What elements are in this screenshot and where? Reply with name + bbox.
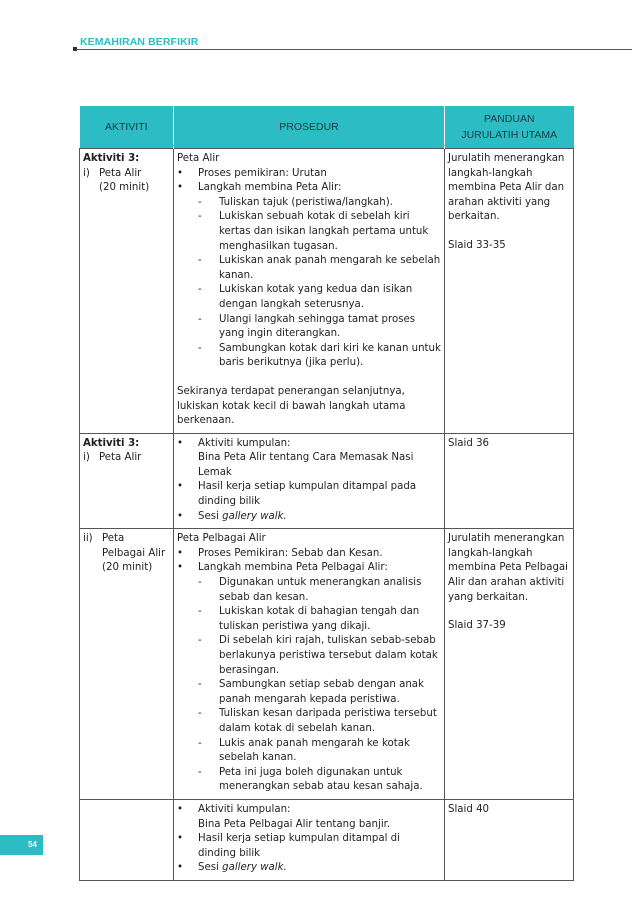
- table-row: [80, 529, 574, 800]
- guide-text: Jurulatih menerangkan langkah-langkah membina Peta Pelbagai Alir dan arahan aktiviti yang berkaitan.: [448, 533, 569, 603]
- table-header-row: [80, 106, 574, 149]
- procedure-bullet: Proses pemikiran: Urutan: [198, 167, 327, 179]
- activity-name: Peta Alir: [99, 452, 142, 464]
- activity-name: Peta Alir: [99, 167, 142, 179]
- guide-text: Jurulatih menerangkan langkah-langkah membina Peta Alir dan arahan aktiviti yang berkaitan.: [448, 153, 565, 223]
- procedure-note: Sekiranya terdapat penerangan selanjutnya, lukiskan kotak kecil di bawah langkah utama berkenaan.: [177, 385, 406, 427]
- running-header: KEMAHIRAN BERFIKIR: [80, 36, 199, 48]
- procedure-bullet: Sesi: [198, 862, 223, 874]
- procedure-bullet: Aktiviti kumpulan:: [198, 437, 291, 449]
- procedure-bullet: Langkah membina Peta Alir:: [198, 182, 342, 194]
- header-rule: [76, 49, 632, 50]
- procedure-substep: Peta ini juga boleh digunakan untuk menerangkan sebab atau kesan sahaja.: [219, 766, 423, 793]
- table-row: [80, 149, 574, 434]
- procedure-substep: Sambungkan kotak dari kiri ke kanan untuk baris berikutnya (jika perlu).: [219, 342, 441, 369]
- procedure-italic-term: gallery walk.: [222, 862, 287, 874]
- column-header-prosedur: PROSEDUR: [174, 106, 445, 149]
- procedure-italic-term: gallery walk.: [222, 510, 287, 522]
- activity-number: i): [83, 167, 90, 179]
- procedure-bullet: Hasil kerja setiap kumpulan ditampal di dinding bilik: [198, 833, 400, 859]
- procedure-bullet-continuation: Bina Peta Alir tentang Cara Memasak Nasi Lemak: [198, 452, 414, 478]
- activity-number: i): [83, 452, 90, 464]
- procedure-substep: Ulangi langkah sehingga tamat proses yang ingin diterangkan.: [219, 313, 416, 340]
- procedure-substep: Sambungkan setiap sebab dengan anak panah mengarah kepada peristiwa.: [219, 679, 424, 705]
- procedure-substep: Digunakan untuk menerangkan analisis sebab dan kesan.: [219, 577, 422, 603]
- panduan-cell: [445, 799, 574, 880]
- procedure-substep: Lukiskan kotak di bahagian tengah dan tuliskan peristiwa yang dikaji.: [219, 606, 420, 632]
- panduan-cell: [445, 529, 574, 800]
- procedure-substep: Lukis anak panah mengarah ke kotak sebelah kanan.: [219, 737, 410, 764]
- procedure-bullet-continuation: Bina Peta Pelbagai Alir tentang banjir.: [198, 818, 391, 830]
- procedure-substep: Di sebelah kiri rajah, tuliskan sebab-sebab berlakunya peristiwa tersebut dalam kotak berasingan.: [219, 635, 438, 676]
- aktiviti-cell: [80, 799, 174, 880]
- procedure-substep: Lukiskan kotak yang kedua dan isikan dengan langkah seterusnya.: [219, 284, 413, 310]
- activity-name: Pelbagai Alir: [102, 547, 166, 559]
- aktiviti-cell: [80, 433, 174, 529]
- panduan-cell: [445, 149, 574, 434]
- prosedur-cell: • Aktiviti kumpulan: Bina Peta Alir tentang Cara Memasak Nasi Lemak • Hasil kerja setiap kumpulan ditampal pada dinding bilik • Sesi gallery walk.: [174, 433, 445, 529]
- slide-reference: Slaid 36: [448, 437, 490, 449]
- slide-reference: Slaid 40: [448, 803, 490, 815]
- procedure-intro: Peta Pelbagai Alir: [177, 533, 266, 545]
- column-header-panduan: PANDUAN JURULATIH UTAMA: [445, 106, 574, 149]
- procedure-substep: Lukiskan sebuah kotak di sebelah kiri kertas dan isikan langkah pertama untuk menghasilkan tugasan.: [219, 211, 429, 252]
- procedure-bullet: Langkah membina Peta Pelbagai Alir:: [198, 562, 388, 574]
- prosedur-cell: • Aktiviti kumpulan: Bina Peta Pelbagai Alir tentang banjir. • Hasil kerja setiap kumpulan ditampal di dinding bilik • Sesi gallery walk.: [174, 799, 445, 880]
- table-row: [80, 433, 574, 529]
- panduan-cell: [445, 433, 574, 529]
- page-number: 54: [0, 835, 43, 855]
- activity-name: Peta: [102, 533, 125, 545]
- procedure-intro: Peta Alir: [177, 153, 220, 164]
- activity-duration: (20 minit): [99, 182, 150, 194]
- prosedur-cell: Peta Pelbagai Alir • Proses Pemikiran: Sebab dan Kesan. • Langkah membina Peta Pelbagai Alir: - Digunakan untuk menerangkan analisis sebab dan kesan. - Lukiskan kotak di bahagian tengah dan tuliskan peristiwa yang dikaji. - Di sebelah kiri rajah, tuliskan sebab-sebab berlakunya peristiwa tersebut dalam kotak berasingan. - Sambungkan setiap sebab dengan anak panah mengarah kepada peristiwa. - Tuliskan kesan daripada peristiwa tersebut dalam kotak di sebelah kanan. - Lukis anak panah mengarah ke kotak sebelah kanan. - Peta ini juga boleh digunakan untuk menerangkan sebab atau kesan sahaja.: [174, 529, 445, 800]
- aktiviti-cell: [80, 149, 174, 434]
- activity-title: Aktiviti 3:: [83, 153, 140, 164]
- procedure-bullet: Sesi: [198, 510, 223, 522]
- table-row: [80, 799, 574, 880]
- procedure-bullet: Aktiviti kumpulan:: [198, 803, 291, 815]
- activity-number: ii): [83, 533, 93, 545]
- slide-reference: Slaid 33-35: [448, 239, 506, 251]
- column-header-aktiviti: AKTIVITI: [80, 106, 174, 149]
- prosedur-cell: Peta Alir • Proses pemikiran: Urutan • Langkah membina Peta Alir: - Tuliskan tajuk (peristiwa/langkah). - Lukiskan sebuah kotak di sebelah kiri kertas dan isikan langkah pertama untuk menghasilkan tugasan. - Lukiskan anak panah mengarah ke sebelah kanan. - Lukiskan kotak yang kedua dan isikan dengan langkah seterusnya. - Ulangi langkah sehingga tamat proses yang ingin diterangkan. - Sambungkan kotak dari kiri ke kanan untuk baris berikutnya (jika perlu). Sekiranya terdapat penerangan selanjutnya, lukiskan kotak kecil di bawah langkah utama berkenaan.: [174, 149, 445, 434]
- slide-reference: Slaid 37-39: [448, 620, 506, 632]
- activity-title: Aktiviti 3:: [83, 437, 140, 449]
- procedure-bullet: Proses Pemikiran: Sebab dan Kesan.: [198, 547, 383, 559]
- procedure-substep: Lukiskan anak panah mengarah ke sebelah kanan.: [219, 255, 441, 281]
- activity-duration: (20 minit): [102, 562, 153, 574]
- procedure-substep: Tuliskan kesan daripada peristiwa tersebut dalam kotak di sebelah kanan.: [219, 708, 437, 734]
- activity-table: [79, 106, 574, 881]
- aktiviti-cell: [80, 529, 174, 800]
- procedure-substep: Tuliskan tajuk (peristiwa/langkah).: [219, 196, 393, 208]
- procedure-bullet: Hasil kerja setiap kumpulan ditampal pada dinding bilik: [198, 481, 417, 508]
